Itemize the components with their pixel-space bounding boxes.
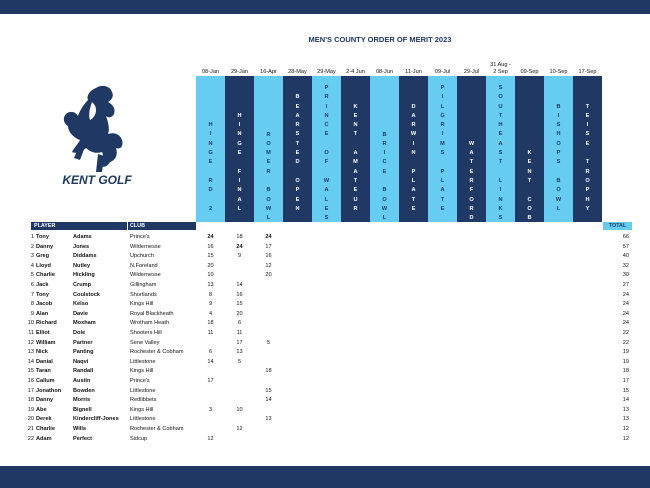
score-cell: 20 [236,310,243,317]
score-cell: 10 [236,406,243,413]
kent-golf-logo [52,82,142,190]
position-cell: 2 [30,243,34,250]
score-cell: 9 [237,253,242,260]
score-cell: 6 [237,320,242,327]
total-cell: 12 [622,426,629,432]
total-cell: 24 [622,291,629,298]
last-name-cell: Moxham [73,320,96,327]
total-cell: 14 [622,397,629,404]
score-cell: 16 [207,243,214,250]
total-cell: 17 [622,378,629,384]
first-name-cell: Derek [36,416,52,423]
event-name: P I L G R I M S P L A T E [440,85,445,212]
score-cell: 20 [265,272,272,279]
score-cell: 11 [207,330,214,336]
score-cell: 4 [208,310,213,317]
score-cell: 17 [207,378,214,384]
last-name-cell: Nutley [73,262,91,269]
total-cell: 18 [622,368,629,375]
score-cell: 15 [236,301,243,308]
event-date: 16-Apr [260,69,277,75]
event-date: 17-Sep [578,69,597,75]
table-row [0,310,650,320]
club-cell: Littlestone [130,358,156,365]
last-name-cell: Partner [73,339,93,346]
event-column [341,76,370,222]
table-row [0,348,650,358]
score-cell: 14 [236,282,243,288]
first-name-cell: Charlie [36,272,55,279]
event-column [399,76,428,222]
event-date: 28-May [288,69,307,75]
event-date: 10-Sep [549,69,568,75]
score-cell: 18 [207,320,214,327]
event-date: 31 Aug - 2 Sep [490,62,511,75]
club-cell: Wrotham Heath [130,320,170,327]
last-name-cell: Dole [73,330,86,336]
first-name-cell: Danny [36,397,54,404]
event-name: B R I C E B O W L [381,131,388,222]
event-column [486,76,515,222]
score-cell: 24 [265,234,272,240]
club-cell: Rochester & Cobham [130,426,184,432]
score-cell: 5 [237,358,242,365]
event-date: 2-4 Jun [346,69,365,75]
table-row [0,377,650,387]
score-cell: 16 [265,253,272,260]
first-name-cell: Jacob [36,301,53,308]
score-cell: 13 [207,282,214,288]
score-cell: 15 [207,253,214,260]
table-row [0,367,650,377]
top-banner [0,0,650,14]
score-cell: 14 [207,358,214,365]
club-cell: Shooters Hill [130,330,162,336]
last-name-cell: Morris [73,397,91,404]
total-cell: 22 [622,330,629,336]
event-name: W A T E R F O R D [468,140,475,222]
club-cell: Gillingham [130,282,157,288]
total-cell: 66 [622,234,629,240]
last-name-cell: Kindercliff-Jones [73,416,119,423]
event-name: B I S H O P S B O W L [555,103,562,212]
total-cell: 40 [622,253,629,260]
position-cell: 20 [27,416,34,423]
score-cell: 9 [208,301,213,308]
event-column [515,76,544,222]
total-cell: 13 [622,416,629,423]
first-name-cell: Charlie [36,426,55,432]
score-cell: 20 [207,262,214,269]
score-cell: 18 [236,234,243,240]
event-date: 11-Jun [405,69,422,75]
score-cell: 18 [265,368,272,375]
event-column [225,76,254,222]
event-column [457,76,486,222]
position-cell: 14 [27,358,34,365]
total-cell: 12 [622,435,629,442]
club-cell: Wildernesse [130,272,161,279]
score-cell: 13 [236,349,243,356]
event-name: B E A R S T E D O P E N [295,94,300,212]
total-cell: 24 [622,320,629,327]
table-row [0,271,650,281]
first-name-cell: Danny [36,243,54,250]
position-cell: 1 [30,234,34,240]
score-cell: 24 [207,234,214,240]
first-name-cell: Tony [36,291,49,298]
first-name-cell: Jonathon [36,387,62,394]
club-cell: N.Foreland [130,262,158,269]
total-cell: 24 [622,310,629,317]
club-cell: Royal Blackheath [130,310,174,317]
total-cell: 57 [622,243,629,250]
score-cell: 12 [265,262,272,269]
first-name-cell: Danial [36,358,53,365]
score-cell: 10 [207,272,214,279]
score-cell: 11 [236,330,243,336]
score-cell: 15 [265,387,272,394]
club-cell: Shortlands [130,291,157,298]
position-cell: 4 [30,262,34,269]
club-header: CLUB [128,222,196,230]
table-row [0,358,650,368]
bottom-banner [0,466,650,488]
table-row [0,252,650,262]
table-row [0,387,650,397]
last-name-cell: Kelso [73,301,89,308]
club-cell: Rochester & Cobham [130,349,184,356]
club-cell: Prince's [130,378,150,384]
score-cell: 12 [207,435,214,442]
club-cell: Wildernesse [130,243,161,250]
table-row [0,300,650,310]
event-name: H I N G E R D 2 [208,122,213,212]
event-date: 08-Jan [201,69,220,75]
table-row [0,425,650,435]
first-name-cell: Jack [36,282,49,288]
position-cell: 21 [27,426,34,432]
last-name-cell: Davie [73,310,88,317]
club-cell: Sidcup [130,435,148,442]
score-cell: 16 [236,291,243,298]
score-cell: 8 [208,291,213,298]
club-cell: Prince's [130,234,150,240]
event-name: T E I S E T R O P H Y [585,103,590,212]
table-row [0,291,650,301]
score-cell: 12 [236,426,243,432]
first-name-cell: William [36,339,56,346]
logo-text: KENT GOLF [62,173,132,187]
event-column [254,76,283,222]
event-dates-row [196,56,603,76]
score-cell: 14 [265,397,272,404]
position-cell: 13 [27,349,34,356]
last-name-cell: Randall [73,368,94,375]
position-cell: 7 [30,291,34,298]
position-cell: 16 [27,378,34,384]
first-name-cell: Abe [36,406,47,413]
score-cell: 5 [266,339,271,346]
total-cell: 27 [622,282,629,288]
first-name-cell: Nick [36,349,48,356]
table-row [0,406,650,416]
club-cell: Sene Valley [130,339,160,346]
last-name-cell: Naqvi [73,358,89,365]
club-cell: Kings Hill [130,368,154,375]
total-cell: 32 [622,262,629,269]
event-date: 09-Jul [434,69,451,75]
total-cell: 19 [622,349,629,356]
event-column [370,76,399,222]
score-cell: 13 [265,416,272,423]
position-cell: 19 [27,406,34,413]
last-name-cell: Bignell [73,406,92,413]
event-column [283,76,312,222]
first-name-cell: Richard [36,320,57,327]
event-name: D A R W I N P L A T E [410,103,417,212]
table-row [0,243,650,253]
score-cell: 17 [265,243,272,250]
horse-icon [64,86,123,167]
first-name-cell: Taran [36,368,51,375]
event-column [573,76,602,222]
event-date: 08-Jun [375,69,394,75]
position-cell: 11 [28,330,34,336]
table-row [0,262,650,272]
score-cell: 24 [236,243,243,250]
position-cell: 5 [30,272,34,279]
total-cell: 22 [622,339,629,346]
club-cell: Littlestone [130,387,156,394]
table-row [0,329,650,339]
score-cell: 6 [208,349,213,356]
last-name-cell: Perfect [73,435,92,442]
event-date: 29-May [317,69,336,75]
table-row [0,415,650,425]
last-name-cell: Austin [73,378,91,384]
position-cell: 3 [30,253,34,260]
table-row [0,281,650,291]
total-cell: 24 [622,301,629,308]
total-cell: 15 [622,387,629,394]
table-row [0,396,650,406]
last-name-cell: Coulstock [73,291,101,298]
event-column [196,76,225,222]
score-cell: 3 [208,406,213,413]
page-title: MEN'S COUNTY ORDER OF MERIT 2023 [308,35,452,44]
last-name-cell: Panting [73,349,94,356]
position-cell: 6 [30,282,34,288]
event-name: R O M E R B O W L [265,131,272,222]
last-name-cell: Adams [73,234,92,240]
event-column [428,76,457,222]
table-row [0,435,650,445]
position-cell: 9 [30,310,34,317]
position-cell: 12 [27,339,34,346]
position-cell: 17 [27,387,34,394]
club-cell: Kings Hill [130,301,154,308]
total-header: TOTAL [603,222,632,230]
last-name-cell: Wills [73,426,87,432]
total-cell: 19 [622,358,629,365]
event-date: 09-Sep [520,69,539,75]
event-date: 29-Jul [463,69,480,75]
total-cell: 30 [622,272,629,279]
first-name-cell: Lloyd [36,262,51,269]
position-cell: 15 [27,368,34,375]
table-row [0,233,650,243]
table-row [0,319,650,329]
position-cell: 10 [27,320,34,327]
last-name-cell: Crump [73,282,92,288]
event-name: H I N G E F I N A L [237,112,242,212]
event-name: K E N T A M A T E U R [353,103,358,212]
position-cell: 18 [27,397,34,404]
first-name-cell: Tony [36,234,49,240]
position-cell: 8 [30,301,34,308]
event-name: P R I N C E O F W A L E S [323,85,330,222]
score-cell: 17 [236,339,243,346]
position-cell: 22 [27,435,34,442]
event-name: S O U T H E A S T L I N K S [498,85,503,222]
last-name-cell: Diddams [73,253,97,260]
last-name-cell: Hickling [73,272,95,279]
last-name-cell: Bowden [73,387,95,394]
first-name-cell: Alan [36,310,49,317]
club-cell: Littlestone [130,416,156,423]
event-column [544,76,573,222]
club-cell: Redlibbets [130,397,157,404]
total-cell: 13 [622,406,629,413]
first-name-cell: Greg [36,253,50,260]
club-cell: Kings Hill [130,406,154,413]
club-cell: Upchurch [130,253,154,260]
first-name-cell: Adam [36,435,52,442]
event-name: K E N T C O B [527,150,532,222]
first-name-cell: Elliot [36,330,50,336]
table-row [0,339,650,349]
event-date: 29-Jan [230,69,249,75]
player-header: PLAYER [31,222,127,230]
last-name-cell: Jones [73,243,90,250]
event-columns [196,76,603,222]
first-name-cell: Callum [36,378,55,384]
event-column [312,76,341,222]
